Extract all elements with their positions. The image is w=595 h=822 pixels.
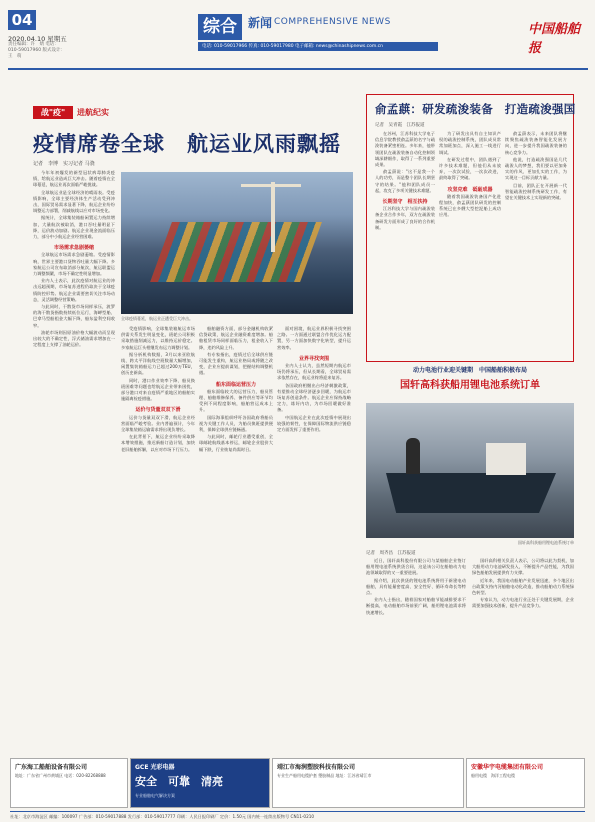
crane-tower bbox=[271, 182, 275, 252]
ship-hull bbox=[386, 473, 556, 513]
crane-boom bbox=[241, 184, 301, 187]
section-box: 综合 bbox=[198, 14, 242, 40]
section-title-en: COMPREHENSIVE NEWS bbox=[274, 17, 391, 27]
feature-subhead-3: 船东面临运营压力 bbox=[215, 381, 256, 388]
battery-photo-caption: 国轩高科获船用锂电池系统订单 bbox=[518, 540, 574, 545]
feature-intro: 今年年初爆发的新型冠状病毒肺炎疫情，给航运业造成巨大冲击。随着疫情在全球蔓延，航运业再次面临严峻挑战。 bbox=[33, 170, 115, 188]
section-title-cn: 新闻 bbox=[248, 16, 273, 30]
battery-photo bbox=[366, 403, 574, 538]
feature-photo bbox=[121, 172, 353, 314]
feature-column-1: 今年年初爆发的新型冠状病毒肺炎疫情，给航运业造成巨大冲击。随着疫情在全球蔓延，航运业再次面临严峻挑战。 全球航运业是全球经济的晴雨表。受疫情影响，全球主要经济体生产活动受到冲击，国际贸易需求显著下降，航运企业纷纷调整运力部署，削减航线以应对市场变化。 据统计，全球集装箱船闲置运力持续增加，大量航次被取消，港口吞吐量明显下降，运价波动加剧。航运企业现金流面临压力，部分中小航运企业经营困难。 市场需求急剧萎缩 全球航运市场需求急剧萎缩。受疫情影响，世界主要港口货物吞吐量大幅下降。多家航运公司宣布取消部分航次，航运联盟运力调整频繁，市场不确定性明显增加。 业内人士表示，此次疫情对航运业的冲击远超预期，市场复苏进程仍取决于全球疫情防控形势。航运企业需要密切关注市场动态，灵活调整经营策略。 与此同时，干散货市场同样承压，波罗的海干散货指数持续低位运行，海岬型船、巴拿马型船租金大幅下降，船东盈利空间收窄。 油轮市场则因原油价格大幅波动而呈现出较大的不确定性，浮式储油需求增加在一定程度上支撑了油轮运价。 bbox=[33, 170, 115, 348]
profile-column-1: 在苏州，江苏科技大学电子信息学院教授俞孟蕻的名字与疏浚装备紧密相连。多年来，他带领团队在疏浚装备自动化控制领域深耕细作，取得了一系列重要成果。 俞孟蕻说："这不是我一个人的功劳，而是整个团队长期坚守的结果。"他和团队成员一起，攻克了多项关键技术难题。 长期坚守 相互扶持 江苏科技大学与国内疏浚装备企业合作多年，双方在疏浚装备研发方面形成了良好的合作机制。 bbox=[375, 131, 435, 230]
battery-column-2: 国轩高科相关负责人表示，公司将以此为契机，加大船用动力电池研发投入，不断提升产品性能，为我国绿色船舶发展提供有力支撑。 近年来，我国电动船舶产业发展迅速，多个地区出台政策支持内河船舶电动化改造，推动船舶动力系统绿色转型。 专家认为，动力电池行业正处于关键发展期，企业需要加强技术创新，提升产品竞争力。 bbox=[472, 558, 574, 609]
feature-subhead-2: 运价与货量双双下滑 bbox=[135, 407, 181, 414]
feature-article bbox=[33, 98, 351, 808]
feature-tag: 战"疫" bbox=[33, 106, 73, 119]
profile-subhead-1: 长期坚守 相互扶持 bbox=[382, 199, 428, 206]
ad-gce[interactable] bbox=[130, 758, 270, 808]
battery-column-1: 近日，国轩高科股份有限公司与某船舶企业签订船用锂电池系统供货合同，这是该公司在船舶动力电池领域取得的又一重要进展。 据介绍，此次供货的锂电池系统将用于新建电动船舶，具有能量密度高、安全性好、循环寿命长等特点。 业内人士指出，随着国家对船舶节能减排要求不断提高，电动船舶市场前景广阔，船用锂电池需求将快速增长。 bbox=[366, 558, 466, 615]
feature-photo-caption: 全球疫情蔓延，航运业正遭受巨大冲击。 bbox=[121, 316, 193, 321]
page-number: 04 bbox=[8, 10, 36, 30]
ad-huayu-logo: 安徽华宇电缆集团有限公司 bbox=[471, 764, 544, 771]
battery-article-header bbox=[366, 365, 574, 391]
ad-huayu[interactable] bbox=[466, 758, 585, 808]
ad-haigong-title: 广东海工船舶设备有限公司 bbox=[15, 764, 88, 771]
editor-info: 责任编辑：许 婧 电话：010-59017960 版式设计：王 萌 bbox=[8, 42, 66, 59]
profile-headline: 俞孟蕻：研发疏浚装备 打造疏浚强国 bbox=[375, 102, 576, 116]
feature-column-4: 面对困境，航运业界积极寻找突围之路。一方面通过联盟合作优化运力配置，另一方面加快数字化转型，提升运营效率。 业界寻找突围 业内人士认为，虽然短期内航运市场仍将承压，但从长期看，全球贸易需求依然存在，航运业终将迎来复苏。 各国政府相继出台经济刺激政策，有望推动全球经济逐步回暖，为航运市场复苏创造条件。航运企业应保持战略定力，练好内功，为市场回暖做好准备。 中国航运企业在此次疫情中展现出较强的韧性，在保障国际物流供应链稳定方面发挥了重要作用。 bbox=[277, 326, 351, 433]
ship-bridge bbox=[486, 443, 526, 475]
newspaper-logo: 中国船舶报 bbox=[528, 22, 581, 56]
feature-subhead-4: 业界寻找突围 bbox=[298, 355, 329, 362]
profile-byline: 记者 吴青霞 江苏报道 bbox=[375, 123, 425, 128]
profile-column-3: 俞孟蕻表示，未来团队将继续聚焦疏浚装备智能化发展方向，进一步提升我国疏浚装备的核心竞争力。 他说，打造疏浚强国是几代疏浚人的梦想，我们要以更加务实的作风、更加扎实的工作，为实现这一目标贡献力量。 目前，团队正在开展新一代智能疏浚控制系统研发工作，有望在关键技术上实现新的突破。 bbox=[505, 131, 567, 201]
ad-haigong-text: 地址：广东省广州市黄埔区 电话：020-82268888 bbox=[15, 773, 106, 778]
feature-column-2: 受疫情影响，全球集装箱航运市场供需关系发生明显变化，班轮公司积极采取措施削减运力，以维持运价稳定。多家航运巨头相继发布运力调整计划。 据分析机构数据，3月以来亚欧航线、跨太平洋航线空班数量大幅增加，闲置集装箱船运力已超过200万TEU，创历史新高。 同时，港口作业效率下降、船员换班困难等问题也给航运企业带来困扰，部分港口对来自疫情严重地区的船舶实施隔离检疫措施。 运价与货量双双下滑 运价与货量双双下滑，航运企业经营面临严峻考验。业内普遍预计，今年全球集装箱运输需求将出现负增长。 在此背景下，航运企业纷纷采取降本增效措施，推迟新船订造计划，加快老旧船舶拆解，以应对市场下行压力。 bbox=[121, 326, 195, 452]
ad-hairun-text: 专业生产船用电缆护套 塑胶制品 地址：江苏省靖江市 bbox=[277, 773, 372, 778]
profile-column-2: 为了研发出具有自主知识产权的疏浚控制系统，团队成员常常加班加点，深入施工一线进行调试。 在研发过程中，团队遇到了许多技术难题，但他们从未放弃，一次次试验，一次次改进，最终取得了突破。 攻坚克难 砥砺成器 随着我国疏浚装备国产化进程加快，俞孟蕻团队研发的控制系统已在多艘大型挖泥船上成功应用。 bbox=[439, 131, 501, 218]
advertisement-strip bbox=[10, 758, 585, 808]
section-contacts: 电话: 010-59017966 传真: 010-59017980 电子邮箱: news@chinashipnews.com.cn bbox=[198, 42, 438, 51]
profile-article-box bbox=[366, 94, 574, 362]
container-stack bbox=[150, 222, 322, 282]
ad-huayu-text: 船用电缆 海洋工程电缆 bbox=[471, 773, 515, 778]
ad-haigong[interactable] bbox=[10, 758, 128, 808]
feature-column-3: 船舶融资方面，部分金融机构收紧信贷政策，航运企业融资难度增加。船舶租赁市场同样面临压力，租金收入下降，违约风险上升。 有专家指出，疫情过后全球供应链可能发生重构，航运业格局或将随之改变，企业应提前谋划，把握结构调整机遇。 船东面临运营压力 船东面临较大的运营压力，船员管理、船舶维修保养、备件供应等环节均受到不同程度影响，船舶营运成本上升。 国际海事组织呼吁各国政府将船员视为关键工作人员，为船员换班提供便利，保障全球供应链畅通。 与此同时，邮轮行业遭受重创，全球邮轮航线基本停运，邮轮企业股价大幅下跌，行业恢复尚需时日。 bbox=[199, 326, 273, 452]
ad-gce-title: GCE 光彩电器 bbox=[135, 764, 175, 771]
issue-date: 2020.04.10 星期五 bbox=[8, 35, 67, 43]
battery-byline: 记者 周齐昌 江苏报道 bbox=[366, 551, 416, 556]
ad-gce-text: 专业船舶电气解决方案 bbox=[135, 793, 175, 798]
masthead-rule bbox=[8, 68, 588, 70]
feature-tag-2: 进航纪实 bbox=[77, 108, 109, 117]
feature-headline: 疫情席卷全球 航运业风雨飘摇 bbox=[33, 131, 341, 156]
feature-byline: 记者 李博 实习记者 马骁 bbox=[33, 161, 95, 167]
page-footer: 社址：北京市海淀区 邮编：100097 广告部：010-59017888 发行部：010-59017777 印刷：人民日报印刷厂 定价：1.50元 国内统一连续出版物号 CN11-0210 bbox=[10, 811, 585, 820]
profile-subhead-2: 攻坚克难 砥砺成器 bbox=[447, 186, 493, 193]
battery-kicker: 动力电池行业迎关键期 中国船舶积极布局 bbox=[412, 367, 527, 374]
person-figure bbox=[406, 438, 420, 474]
ad-gce-slogan: 安全 可靠 清亮 bbox=[135, 775, 223, 788]
ad-hairun[interactable] bbox=[272, 758, 464, 808]
battery-headline: 国轩高科获船用锂电池系统订单 bbox=[400, 380, 540, 391]
feature-subhead-1: 市场需求急剧萎缩 bbox=[53, 245, 94, 252]
ad-hairun-title: 靖江市海润塑胶科技有限公司 bbox=[277, 764, 356, 771]
masthead bbox=[8, 8, 588, 68]
